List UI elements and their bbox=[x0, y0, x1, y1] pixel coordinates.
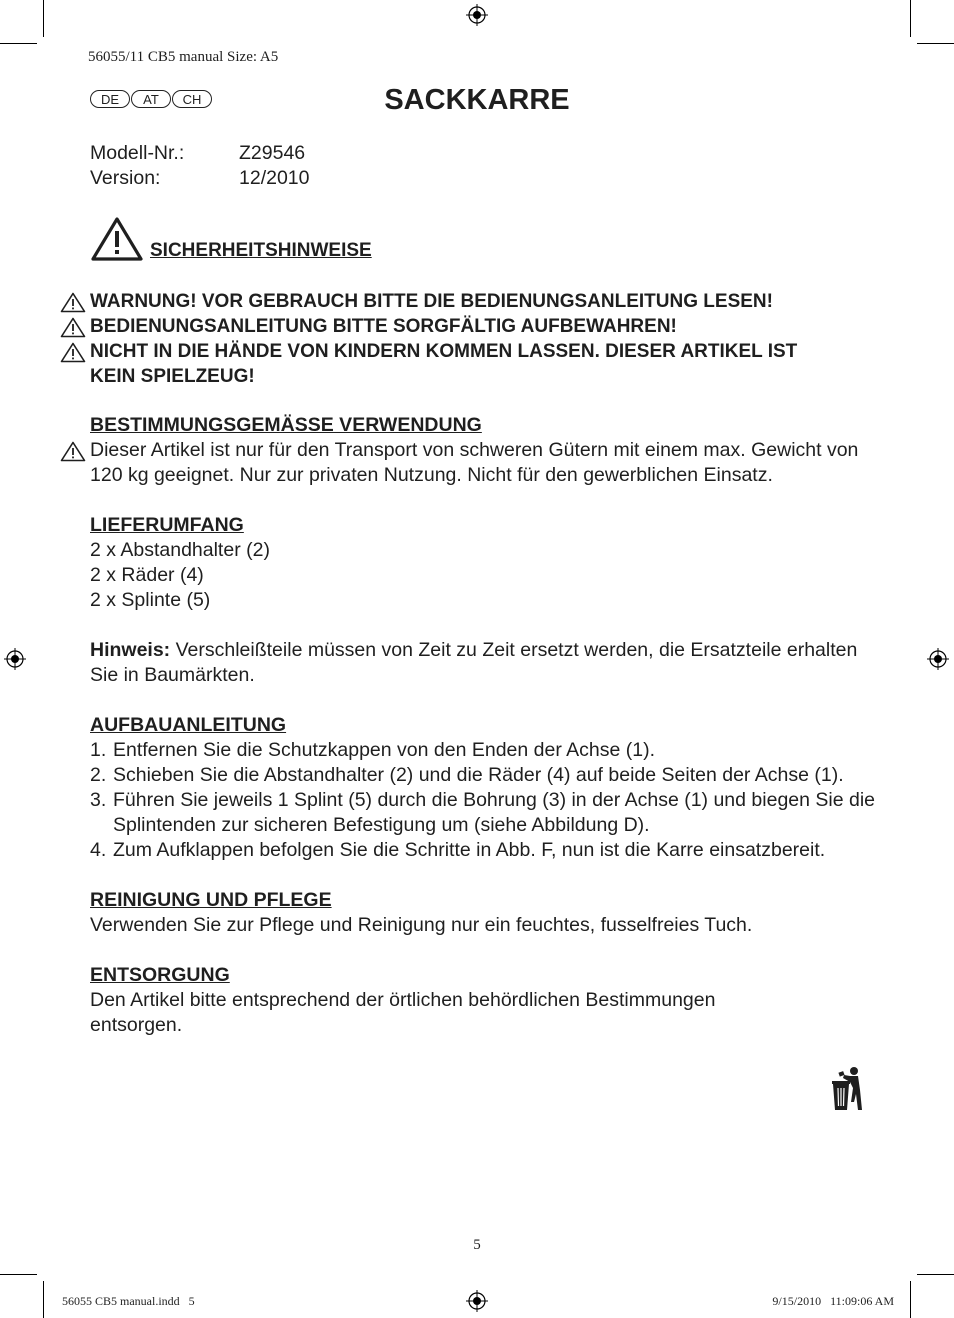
cleaning-heading: REINIGUNG UND PFLEGE bbox=[90, 889, 332, 911]
model-label: Modell-Nr.: bbox=[90, 142, 185, 164]
contents-item: 2 x Abstandhalter (2) bbox=[90, 539, 270, 561]
registration-mark-icon bbox=[466, 1290, 488, 1312]
warning-triangle-icon bbox=[90, 216, 144, 262]
assembly-heading: AUFBAUANLEITUNG bbox=[90, 714, 287, 736]
warning-line: WARNUNG! VOR GEBRAUCH BITTE DIE BEDIENUNGSANLEITUNG LESEN! bbox=[60, 289, 880, 314]
safety-heading: SICHERHEITSHINWEISE bbox=[150, 240, 372, 261]
page-number: 5 bbox=[473, 1237, 481, 1253]
crop-mark bbox=[0, 1274, 37, 1275]
trash-bin-icon bbox=[831, 1066, 865, 1112]
model-info bbox=[90, 141, 310, 191]
contents-item: 2 x Räder (4) bbox=[90, 564, 204, 586]
warning-line: NICHT IN DIE HÄNDE VON KINDERN KOMMEN LASSEN. DIESER ARTIKEL IST bbox=[60, 339, 880, 364]
warning-triangle-icon bbox=[60, 342, 86, 363]
crop-mark bbox=[0, 43, 37, 44]
crop-mark bbox=[910, 1281, 911, 1318]
warning-triangle-icon bbox=[60, 317, 86, 338]
note-paragraph bbox=[90, 638, 880, 688]
page-title: SACKKARRE bbox=[384, 84, 570, 116]
footer-left: 56055 CB5 manual.indd 5 bbox=[62, 1294, 195, 1308]
note-label: Hinweis: bbox=[90, 639, 171, 661]
disposal-text: Den Artikel bitte entsprechend der örtlichen behördlichen Bestimmungen entsorgen. bbox=[90, 989, 716, 1036]
warning-triangle-icon bbox=[60, 441, 86, 462]
registration-mark-icon bbox=[4, 648, 26, 670]
safety-heading-block bbox=[90, 216, 372, 262]
footer-right: 9/15/2010 11:09:06 AM bbox=[772, 1294, 894, 1308]
assembly-step: 3. Führen Sie jeweils 1 Splint (5) durch die Bohrung (3) in der Achse (1) und biegen Sie die Splintenden zur sicheren Befestigung um (siehe Abbildung D). bbox=[90, 789, 876, 836]
crop-mark bbox=[917, 43, 954, 44]
crop-mark bbox=[43, 1281, 44, 1318]
contents-heading: LIEFERUMFANG bbox=[90, 514, 244, 536]
intended-use-text: Dieser Artikel ist nur für den Transport von schweren Gütern mit einem max. Gewicht von 120 kg geeignet. Nur zur privaten Nutzung. Nicht für den gewerblichen Einsatz. bbox=[90, 439, 859, 486]
assembly-step: 4. Zum Aufklappen befolgen Sie die Schritte in Abb. F, nun ist die Karre einsatzbereit. bbox=[90, 839, 826, 861]
crop-mark bbox=[910, 0, 911, 37]
version-value: 12/2010 bbox=[239, 167, 310, 189]
language-badge-at: AT bbox=[131, 90, 171, 108]
language-badge-de: DE bbox=[90, 90, 130, 108]
assembly-steps bbox=[90, 738, 880, 863]
note-text: Verschleißteile müssen von Zeit zu Zeit ersetzt werden, die Ersatzteile erhalten Sie in Baumärkten. bbox=[90, 639, 858, 686]
assembly-step: 2. Schieben Sie die Abstandhalter (2) und die Räder (4) auf beide Seiten der Achse (1). bbox=[90, 764, 844, 786]
header-info: 56055/11 CB5 manual Size: A5 bbox=[88, 49, 279, 65]
warnings bbox=[60, 289, 880, 389]
cleaning-text: Verwenden Sie zur Pflege und Reinigung nur ein feuchtes, fusselfreies Tuch. bbox=[90, 914, 753, 936]
model-value: Z29546 bbox=[239, 142, 306, 164]
disposal-heading: ENTSORGUNG bbox=[90, 964, 230, 986]
version-label: Version: bbox=[90, 167, 161, 189]
intended-use-heading: BESTIMMUNGSGEMÄSSE VERWENDUNG bbox=[90, 414, 482, 436]
warning-triangle-icon bbox=[60, 292, 86, 313]
manual-content bbox=[90, 413, 880, 1038]
language-badge-ch: CH bbox=[172, 90, 212, 108]
assembly-step: 1. Entfernen Sie die Schutzkappen von den Enden der Achse (1). bbox=[90, 739, 656, 761]
warning-line: BEDIENUNGSANLEITUNG BITTE SORGFÄLTIG AUFBEWAHREN! bbox=[60, 314, 880, 339]
intended-use-text-block bbox=[90, 438, 880, 488]
registration-mark-icon bbox=[927, 648, 949, 670]
contents-item: 2 x Splinte (5) bbox=[90, 589, 211, 611]
registration-mark-icon bbox=[466, 4, 488, 26]
crop-mark bbox=[917, 1274, 954, 1275]
crop-mark bbox=[43, 0, 44, 37]
warning-line-continued: KEIN SPIELZEUG! bbox=[90, 366, 255, 387]
